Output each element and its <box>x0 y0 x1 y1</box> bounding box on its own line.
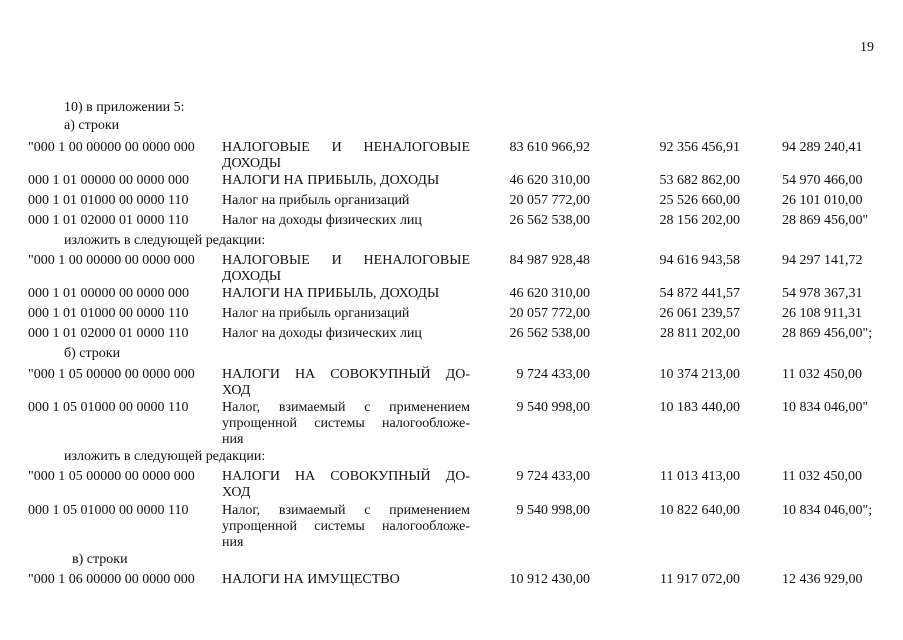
value-year-1: 20 057 772,00 <box>509 306 590 321</box>
row-name-continuation: упрощенной системы налогообложе- <box>222 519 470 534</box>
row-name-continuation: ния <box>222 535 244 550</box>
value-year-1: 84 987 928,48 <box>509 253 590 268</box>
table-row-continuation <box>0 156 903 172</box>
table-row <box>0 572 903 588</box>
table-row <box>0 367 903 383</box>
heading-line <box>0 118 903 134</box>
table-row <box>0 253 903 269</box>
table-row <box>0 326 903 342</box>
table-row <box>0 140 903 156</box>
subsection-b-label: б) строки <box>64 346 121 361</box>
row-name: НАЛОГИ НА ПРИБЫЛЬ, ДОХОДЫ <box>222 173 440 188</box>
value-year-1: 83 610 966,92 <box>509 140 590 155</box>
heading-line <box>0 449 903 465</box>
table-row <box>0 193 903 209</box>
value-year-3: 94 297 141,72 <box>782 253 863 268</box>
value-year-3: 28 869 456,00"; <box>782 326 873 341</box>
row-name: Налог на доходы физических лиц <box>222 326 422 341</box>
budget-code: 000 1 01 02000 01 0000 110 <box>28 213 189 228</box>
value-year-1: 26 562 538,00 <box>509 326 590 341</box>
heading-line <box>0 233 903 249</box>
value-year-3: 11 032 450,00 <box>782 367 862 382</box>
heading-line <box>0 346 903 362</box>
budget-code: "000 1 05 00000 00 0000 000 <box>28 367 195 382</box>
value-year-1: 9 724 433,00 <box>516 469 590 484</box>
value-year-2: 11 013 413,00 <box>660 469 740 484</box>
value-year-3: 54 978 367,31 <box>782 286 863 301</box>
table-row <box>0 173 903 189</box>
row-name-continuation: ния <box>222 432 244 447</box>
value-year-3: 26 101 010,00 <box>782 193 863 208</box>
row-name: НАЛОГОВЫЕ И НЕНАЛОГОВЫЕ <box>222 140 470 155</box>
value-year-2: 53 682 862,00 <box>659 173 740 188</box>
row-name: Налог на прибыль организаций <box>222 193 410 208</box>
value-year-1: 46 620 310,00 <box>509 173 590 188</box>
heading-line <box>0 100 903 116</box>
budget-code: 000 1 01 00000 00 0000 000 <box>28 286 189 301</box>
value-year-3: 10 834 046,00" <box>782 400 869 415</box>
table-row <box>0 400 903 416</box>
value-year-3: 28 869 456,00" <box>782 213 869 228</box>
value-year-2: 10 822 640,00 <box>659 503 740 518</box>
budget-code: 000 1 01 01000 00 0000 110 <box>28 306 189 321</box>
row-name: НАЛОГОВЫЕ И НЕНАЛОГОВЫЕ <box>222 253 470 268</box>
table-row-continuation <box>0 432 903 448</box>
row-name: Налог на доходы физических лиц <box>222 213 422 228</box>
replace-instruction: изложить в следующей редакции: <box>64 449 266 464</box>
value-year-3: 26 108 911,31 <box>782 306 862 321</box>
value-year-3: 10 834 046,00"; <box>782 503 873 518</box>
value-year-2: 26 061 239,57 <box>659 306 740 321</box>
value-year-1: 9 540 998,00 <box>516 503 590 518</box>
row-name-continuation: ХОД <box>222 485 251 500</box>
table-row <box>0 213 903 229</box>
table-row <box>0 503 903 519</box>
value-year-1: 10 912 430,00 <box>509 572 590 587</box>
value-year-2: 25 526 660,00 <box>659 193 740 208</box>
row-name: Налог, взимаемый с применением <box>222 400 470 415</box>
row-name: Налог на прибыль организаций <box>222 306 410 321</box>
value-year-2: 54 872 441,57 <box>659 286 740 301</box>
value-year-3: 12 436 929,00 <box>782 572 863 587</box>
value-year-2: 11 917 072,00 <box>660 572 740 587</box>
table-row <box>0 469 903 485</box>
page-number: 19 <box>860 40 874 55</box>
value-year-1: 9 540 998,00 <box>516 400 590 415</box>
row-name: НАЛОГИ НА СОВОКУПНЫЙ ДО- <box>222 367 470 382</box>
value-year-1: 26 562 538,00 <box>509 213 590 228</box>
table-row-continuation <box>0 383 903 399</box>
table-row-continuation <box>0 485 903 501</box>
heading-line <box>0 552 903 568</box>
table-row-continuation <box>0 269 903 285</box>
table-row-continuation <box>0 416 903 432</box>
table-row <box>0 286 903 302</box>
row-name: НАЛОГИ НА ПРИБЫЛЬ, ДОХОДЫ <box>222 286 440 301</box>
row-name-continuation: ДОХОДЫ <box>222 156 282 171</box>
budget-code: 000 1 05 01000 00 0000 110 <box>28 400 189 415</box>
value-year-2: 10 183 440,00 <box>659 400 740 415</box>
table-row <box>0 306 903 322</box>
subsection-a-label: а) строки <box>64 118 120 133</box>
budget-code: "000 1 00 00000 00 0000 000 <box>28 253 195 268</box>
row-name-continuation: ДОХОДЫ <box>222 269 282 284</box>
budget-code: 000 1 05 01000 00 0000 110 <box>28 503 189 518</box>
value-year-1: 9 724 433,00 <box>516 367 590 382</box>
value-year-1: 20 057 772,00 <box>509 193 590 208</box>
value-year-3: 11 032 450,00 <box>782 469 862 484</box>
value-year-2: 28 811 202,00 <box>660 326 740 341</box>
value-year-3: 94 289 240,41 <box>782 140 863 155</box>
value-year-2: 92 356 456,91 <box>659 140 740 155</box>
value-year-2: 10 374 213,00 <box>659 367 740 382</box>
subsection-v-label: в) строки <box>72 552 128 567</box>
row-name: НАЛОГИ НА ИМУЩЕСТВО <box>222 572 400 587</box>
budget-code: 000 1 01 01000 00 0000 110 <box>28 193 189 208</box>
amendment-intro: 10) в приложении 5: <box>64 100 185 115</box>
budget-code: 000 1 01 02000 01 0000 110 <box>28 326 189 341</box>
value-year-1: 46 620 310,00 <box>509 286 590 301</box>
budget-code: "000 1 05 00000 00 0000 000 <box>28 469 195 484</box>
value-year-2: 94 616 943,58 <box>659 253 740 268</box>
budget-code: 000 1 01 00000 00 0000 000 <box>28 173 189 188</box>
row-name-continuation: ХОД <box>222 383 251 398</box>
table-row-continuation <box>0 535 903 551</box>
row-name: НАЛОГИ НА СОВОКУПНЫЙ ДО- <box>222 469 470 484</box>
row-name-continuation: упрощенной системы налогообложе- <box>222 416 470 431</box>
budget-code: "000 1 00 00000 00 0000 000 <box>28 140 195 155</box>
row-name: Налог, взимаемый с применением <box>222 503 470 518</box>
budget-code: "000 1 06 00000 00 0000 000 <box>28 572 195 587</box>
value-year-3: 54 970 466,00 <box>782 173 863 188</box>
table-row-continuation <box>0 519 903 535</box>
value-year-2: 28 156 202,00 <box>659 213 740 228</box>
replace-instruction: изложить в следующей редакции: <box>64 233 266 248</box>
